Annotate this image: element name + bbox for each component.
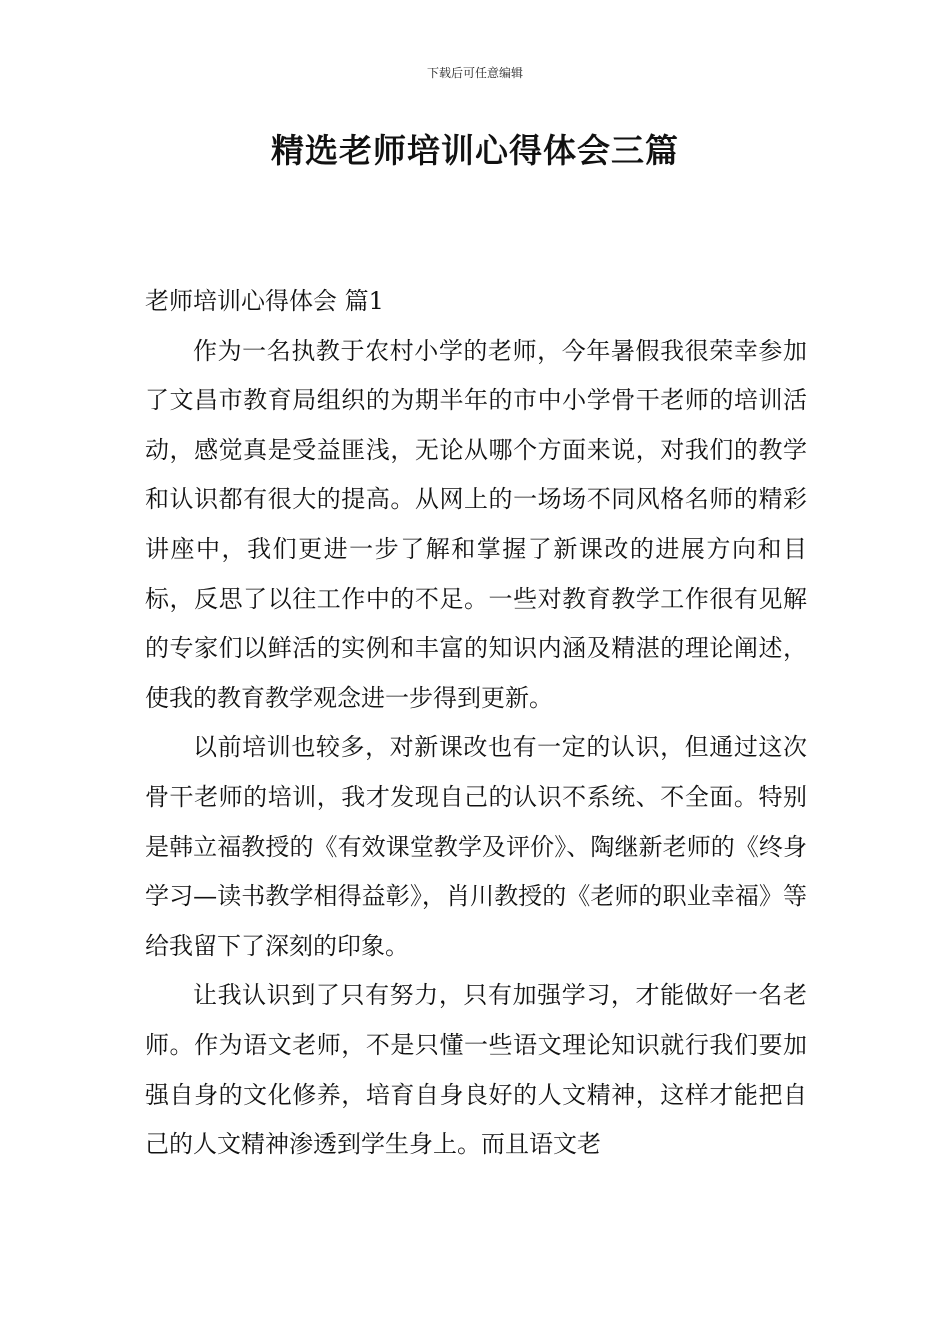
document-title: 精选老师培训心得体会三篇 bbox=[271, 131, 679, 170]
paragraph-3: 让我认识到了只有努力，只有加强学习，才能做好一名老师。作为语文老师，不是只懂一些语文理论知识就行我们要加强自身的文化修养，培育自身良好的人文精神，这样才能把自己的人文精神渗透到学生身上。而且语文老 bbox=[145, 981, 807, 1159]
document-body bbox=[145, 277, 807, 1277]
header-note: 下载后可任意编辑 bbox=[426, 66, 523, 80]
paragraph-1: 作为一名执教于农村小学的老师，今年暑假我很荣幸参加了文昌市教育局组织的为期半年的市中小学骨干老师的培训活动，感觉真是受益匪浅，无论从哪个方面来说，对我们的教学和认识都有很大的提高。从网上的一场场不同风格名师的精彩讲座中，我们更进一步了解和掌握了新课改的进展方向和目标，反思了以往工作中的不足。一些对教育教学工作很有见解的专家们以鲜活的实例和丰富的知识内涵及精湛的理论阐述，使我的教育教学观念进一步得到更新。 bbox=[145, 336, 807, 712]
section-heading: 老师培训心得体会 篇1 bbox=[145, 287, 384, 315]
paragraph-2: 以前培训也较多，对新课改也有一定的认识，但通过这次骨干老师的培训，我才发现自己的认识不系统、不全面。特别是韩立福教授的《有效课堂教学及评价》、陶继新老师的《终身学习—读书教学相得益彰》，肖川教授的《老师的职业幸福》等给我留下了深刻的印象。 bbox=[145, 733, 807, 960]
